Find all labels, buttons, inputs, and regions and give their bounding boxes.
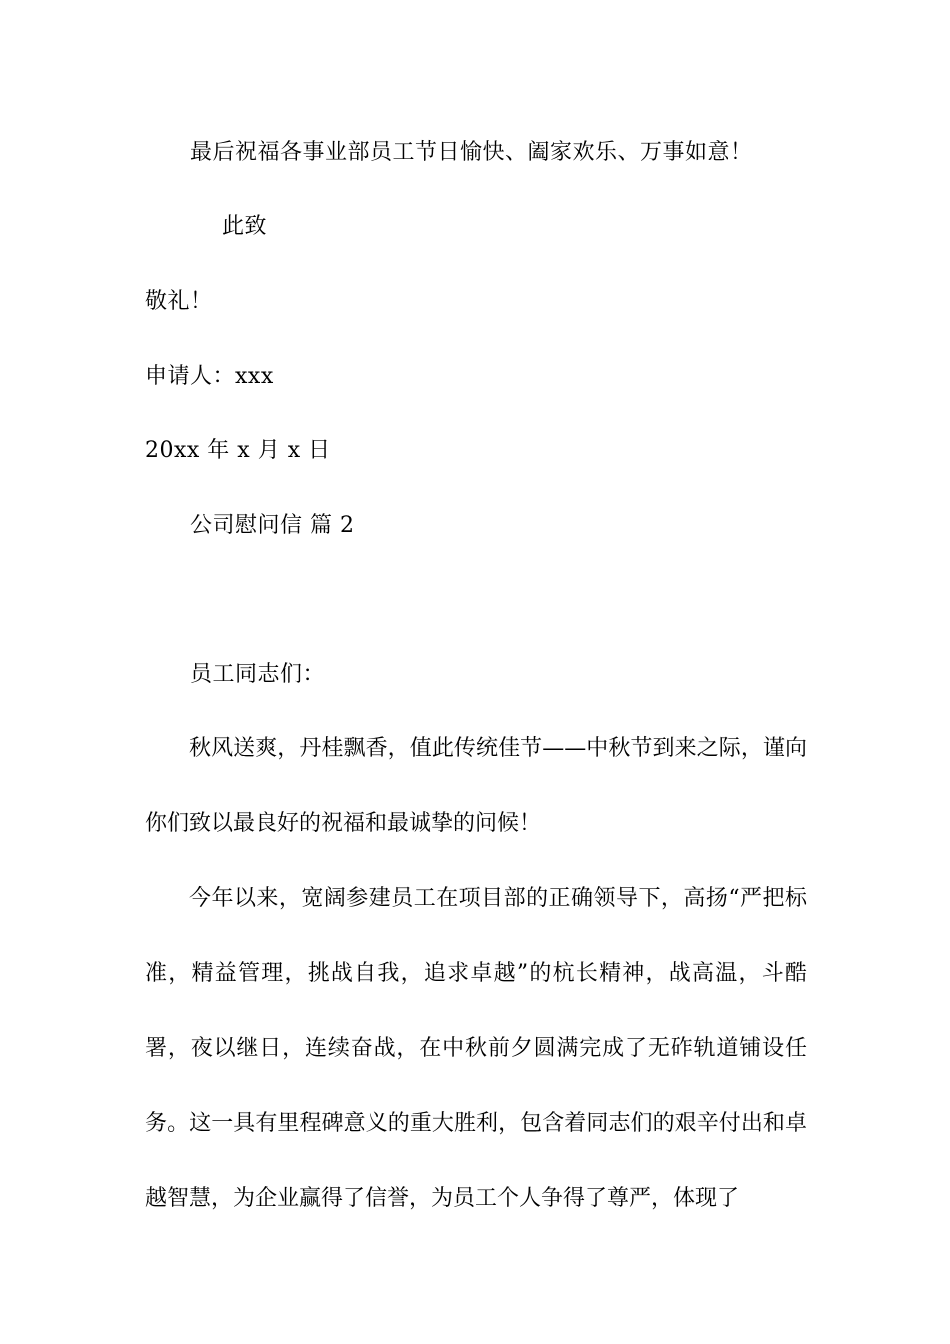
paragraph-mid-autumn-greeting: 秋风送爽，丹桂飘香，值此传统佳节——中秋节到来之际，谨向你们致以最良好的祝福和最诚挚的问候！ (145, 736, 807, 836)
section-title: 公司慰问信 篇 2 (190, 513, 355, 538)
jing-li-line: 敬礼！ (145, 289, 213, 314)
date-line: 20xx 年 x 月 x 日 (145, 438, 331, 463)
salutation-line: 员工同志们： (190, 662, 326, 687)
paragraph-achievements: 今年以来，宽阔参建员工在项目部的正确领导下，高扬“严把标准，精益管理，挑战自我，追求卓越”的杭长精神，战高温，斗酷署，夜以继日，连续奋战，在中秋前夕圆满完成了无砟轨道铺设任务。这一具有里程碑意义的重大胜利，包含着同志们的艰辛付出和卓越智慧，为企业赢得了信誉，为员工个人争得了尊严，体现了 (145, 886, 807, 1211)
closing-wish-line: 最后祝福各事业部员工节日愉快、阖家欢乐、万事如意！ (190, 140, 753, 165)
ci-zhi-line: 此致 (222, 214, 268, 239)
applicant-line: 申请人：xxx (145, 364, 274, 389)
